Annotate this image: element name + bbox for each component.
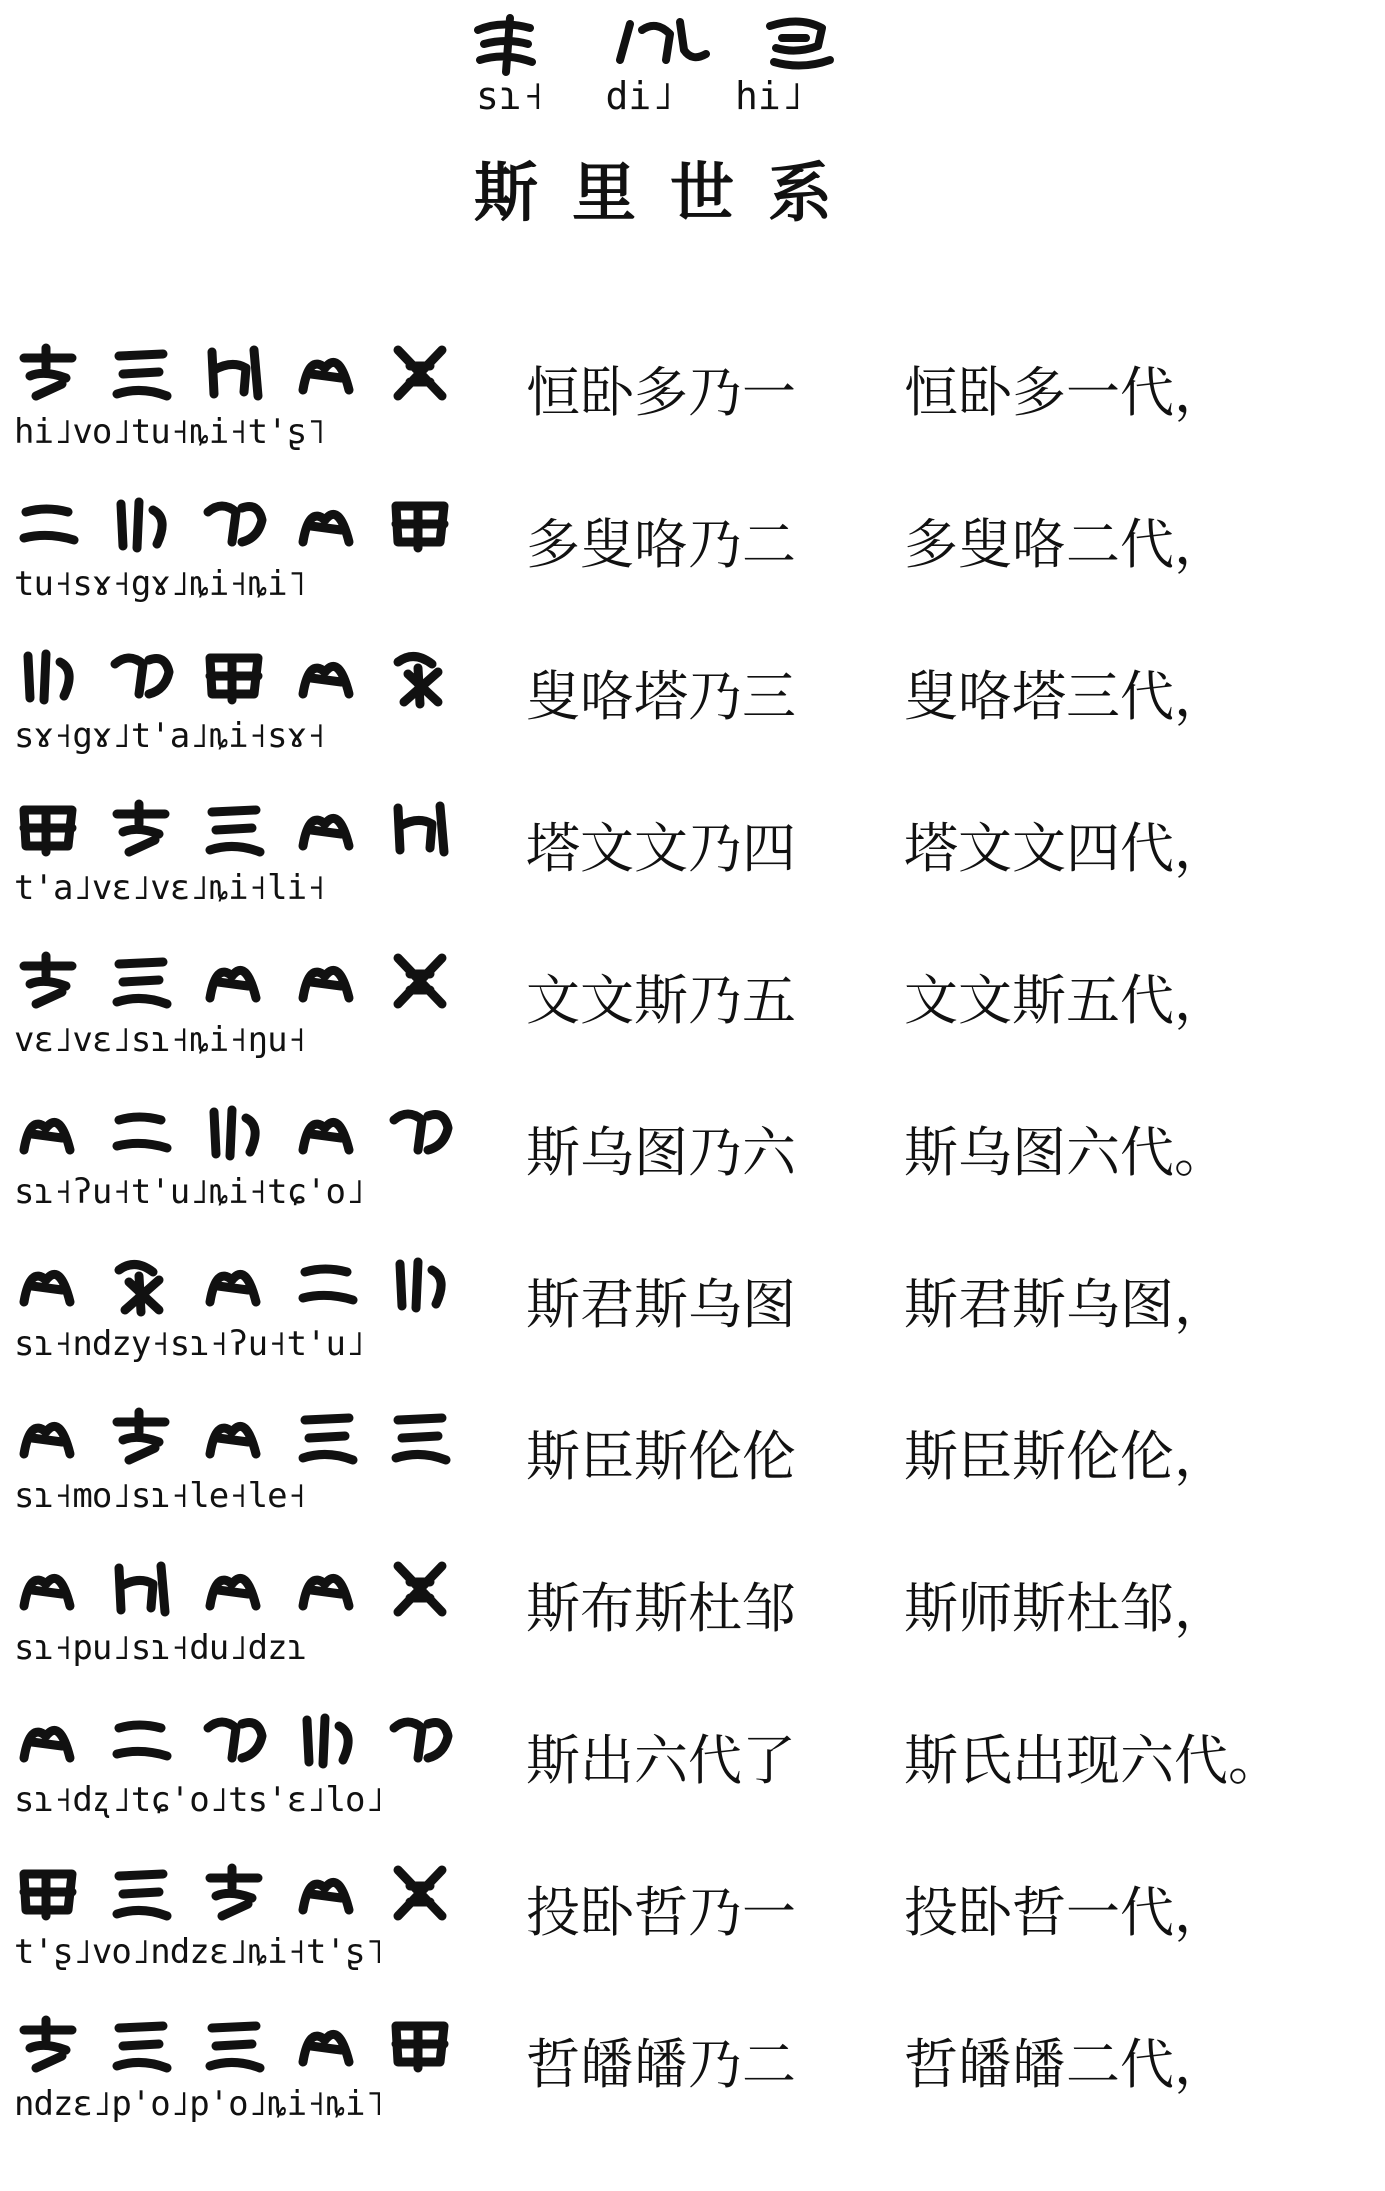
yi-g18-icon xyxy=(386,1250,454,1318)
yi-g5-icon xyxy=(386,1858,454,1926)
yi-g26-icon xyxy=(107,1706,175,1774)
literal-translation: 斯布斯杜邹 xyxy=(526,1577,796,1640)
free-translation: 斯师斯杜邹， xyxy=(904,1577,1228,1640)
yi-glyph-row xyxy=(14,786,454,870)
yi-g9-icon xyxy=(386,2010,454,2078)
text-line xyxy=(0,634,1385,784)
phonetic-transcription: sɿ˧ʔu˧t'u˩ȵi˧tɕ'o˩ xyxy=(14,1172,365,1212)
title-yi-script-icon xyxy=(470,10,890,80)
literal-translation: 哲皤皤乃二 xyxy=(526,2033,796,2096)
yi-g10-icon xyxy=(200,642,268,710)
yi-g6-icon xyxy=(14,490,82,558)
yi-g18-icon xyxy=(200,1098,268,1166)
yi-g12-icon xyxy=(14,946,82,1014)
literal-translation: 塔文文乃四 xyxy=(526,817,796,880)
yi-script-block xyxy=(14,938,454,1088)
phonetic-transcription: sɿ˧ndzy˧sɿ˧ʔu˧t'u˩ xyxy=(14,1324,365,1364)
yi-script-block xyxy=(14,1394,454,1544)
literal-translation: 斯乌图乃六 xyxy=(526,1121,796,1184)
yi-g10-icon xyxy=(14,794,82,862)
yi-g17-icon xyxy=(293,1250,361,1318)
literal-translation: 斯出六代了 xyxy=(526,1729,796,1792)
literal-translation: 斯君斯乌图 xyxy=(526,1273,796,1336)
yi-g4-icon xyxy=(293,338,361,406)
yi-glyph-row xyxy=(14,1698,454,1782)
yi-g4-icon xyxy=(293,1098,361,1166)
yi-glyph-row xyxy=(14,330,454,414)
yi-g25-icon xyxy=(386,1554,454,1622)
yi-glyph-row xyxy=(14,2002,454,2086)
free-translation: 斯氏出现六代。 xyxy=(904,1729,1282,1792)
literal-translation: 投卧哲乃一 xyxy=(526,1881,796,1944)
text-line xyxy=(0,482,1385,632)
yi-g24-icon xyxy=(293,1554,361,1622)
phonetic-transcription: vɛ˩vɛ˩sɿ˧ȵi˧ŋu˧ xyxy=(14,1020,307,1060)
yi-g15-icon xyxy=(14,1402,82,1470)
yi-g22-icon xyxy=(293,1402,361,1470)
phonetic-transcription: t'ʂ˩vo˩ndzɛ˩ȵi˧t'ʂ˥ xyxy=(14,1932,384,1972)
yi-g29-icon xyxy=(14,1858,82,1926)
phonetic-transcription: hi˩vo˩tu˧ȵi˧t'ʂ˥ xyxy=(14,412,326,452)
yi-g7-icon xyxy=(14,642,82,710)
yi-g20-icon xyxy=(107,1250,175,1318)
yi-g2-icon xyxy=(107,338,175,406)
yi-glyph-row xyxy=(14,1242,454,1326)
yi-g8-icon xyxy=(200,490,268,558)
text-line xyxy=(0,1242,1385,1392)
yi-script-block xyxy=(14,1850,454,2000)
yi-glyph-row xyxy=(14,482,454,566)
yi-glyph-row xyxy=(14,634,454,718)
yi-script-block xyxy=(14,1546,454,1696)
text-line xyxy=(0,938,1385,1088)
yi-script-block xyxy=(14,330,454,480)
yi-g17-icon xyxy=(107,1098,175,1166)
text-line xyxy=(0,1850,1385,2000)
phonetic-transcription: sɿ˧pu˩sɿ˧du˩dzɿ xyxy=(14,1628,307,1668)
yi-g21-icon xyxy=(107,1402,175,1470)
yi-g7-icon xyxy=(107,490,175,558)
text-line xyxy=(0,2002,1385,2152)
phonetic-transcription: sɿ˧mo˩sɿ˧le˧le˧ xyxy=(14,1476,307,1516)
text-line xyxy=(0,786,1385,936)
yi-g15-icon xyxy=(200,1402,268,1470)
yi-script-block xyxy=(14,482,454,632)
yi-glyph-row xyxy=(14,1090,454,1174)
free-translation: 塔文文四代， xyxy=(904,817,1228,880)
yi-g15-icon xyxy=(14,1554,82,1622)
yi-g13-icon xyxy=(107,946,175,1014)
title-yi-glyphs xyxy=(470,10,890,80)
yi-glyph-row xyxy=(14,1394,454,1478)
yi-g11-icon xyxy=(386,642,454,710)
phonetic-transcription: tu˧sɤ˧gɤ˩ȵi˧ȵi˥ xyxy=(14,564,307,604)
yi-script-block xyxy=(14,634,454,784)
page-title: 斯里世系 xyxy=(474,157,866,231)
yi-g12-icon xyxy=(107,794,175,862)
free-translation: 斯臣斯伦伦， xyxy=(904,1425,1228,1488)
phonetic-transcription: sɿ˧dʐ˩tɕ'o˩ts'ɛ˩lo˩ xyxy=(14,1780,384,1820)
yi-g3-icon xyxy=(200,338,268,406)
yi-g30-icon xyxy=(14,2010,82,2078)
yi-g23-icon xyxy=(107,1554,175,1622)
yi-g4-icon xyxy=(293,642,361,710)
yi-g4-icon xyxy=(293,2010,361,2078)
literal-translation: 恒卧多乃一 xyxy=(526,361,796,424)
literal-translation: 文文斯乃五 xyxy=(526,969,796,1032)
phonetic-transcription: sɤ˧gɤ˩t'a˩ȵi˧sɤ˧ xyxy=(14,716,326,756)
yi-g13-icon xyxy=(200,794,268,862)
free-translation: 文文斯五代， xyxy=(904,969,1228,1032)
yi-g15-icon xyxy=(14,1706,82,1774)
yi-g19-icon xyxy=(386,1098,454,1166)
yi-g15-icon xyxy=(200,946,268,1014)
yi-g2-icon xyxy=(107,1858,175,1926)
yi-g30-icon xyxy=(200,1858,268,1926)
yi-script-block xyxy=(14,2002,454,2152)
title-phonetic: sɿ˧ di˩ hi˩ xyxy=(476,74,804,118)
yi-glyph-row xyxy=(14,1850,454,1934)
yi-g4-icon xyxy=(293,490,361,558)
yi-glyph-row xyxy=(14,938,454,1022)
yi-g4-icon xyxy=(293,946,361,1014)
free-translation: 哲皤皤二代， xyxy=(904,2033,1228,2096)
free-translation: 斯君斯乌图， xyxy=(904,1273,1228,1336)
yi-script-block xyxy=(14,1242,454,1392)
phonetic-transcription: t'a˩vɛ˩vɛ˩ȵi˧li˧ xyxy=(14,868,326,908)
yi-g1-icon xyxy=(14,338,82,406)
free-translation: 斯乌图六代。 xyxy=(904,1121,1228,1184)
yi-script-block xyxy=(14,1698,454,1848)
yi-g15-icon xyxy=(14,1250,82,1318)
yi-g5-icon xyxy=(386,338,454,406)
literal-translation: 多叟咯乃二 xyxy=(526,513,796,576)
yi-g15-icon xyxy=(200,1554,268,1622)
yi-script-block xyxy=(14,786,454,936)
yi-g15-icon xyxy=(200,1250,268,1318)
yi-g8-icon xyxy=(107,642,175,710)
text-line xyxy=(0,1698,1385,1848)
literal-translation: 斯臣斯伦伦 xyxy=(526,1425,796,1488)
free-translation: 恒卧多一代， xyxy=(904,361,1228,424)
yi-g13-icon xyxy=(386,1402,454,1470)
yi-g28-icon xyxy=(386,1706,454,1774)
yi-g19-icon xyxy=(200,1706,268,1774)
text-line xyxy=(0,1090,1385,1240)
free-translation: 投卧哲一代， xyxy=(904,1881,1228,1944)
free-translation: 叟咯塔三代， xyxy=(904,665,1228,728)
phonetic-transcription: ndzɛ˩p'o˩p'o˩ȵi˧ȵi˥ xyxy=(14,2084,384,2124)
yi-glyph-row xyxy=(14,1546,454,1630)
yi-g16-icon xyxy=(386,946,454,1014)
yi-g15-icon xyxy=(14,1098,82,1166)
yi-g13-icon xyxy=(200,2010,268,2078)
text-line xyxy=(0,1394,1385,1544)
literal-translation: 叟咯塔乃三 xyxy=(526,665,796,728)
yi-g9-icon xyxy=(386,490,454,558)
yi-g14-icon xyxy=(386,794,454,862)
free-translation: 多叟咯二代， xyxy=(904,513,1228,576)
yi-script-block xyxy=(14,1090,454,1240)
yi-g4-icon xyxy=(293,1858,361,1926)
yi-g4-icon xyxy=(293,794,361,862)
yi-g27-icon xyxy=(293,1706,361,1774)
text-line xyxy=(0,330,1385,480)
text-line xyxy=(0,1546,1385,1696)
yi-g31-icon xyxy=(107,2010,175,2078)
